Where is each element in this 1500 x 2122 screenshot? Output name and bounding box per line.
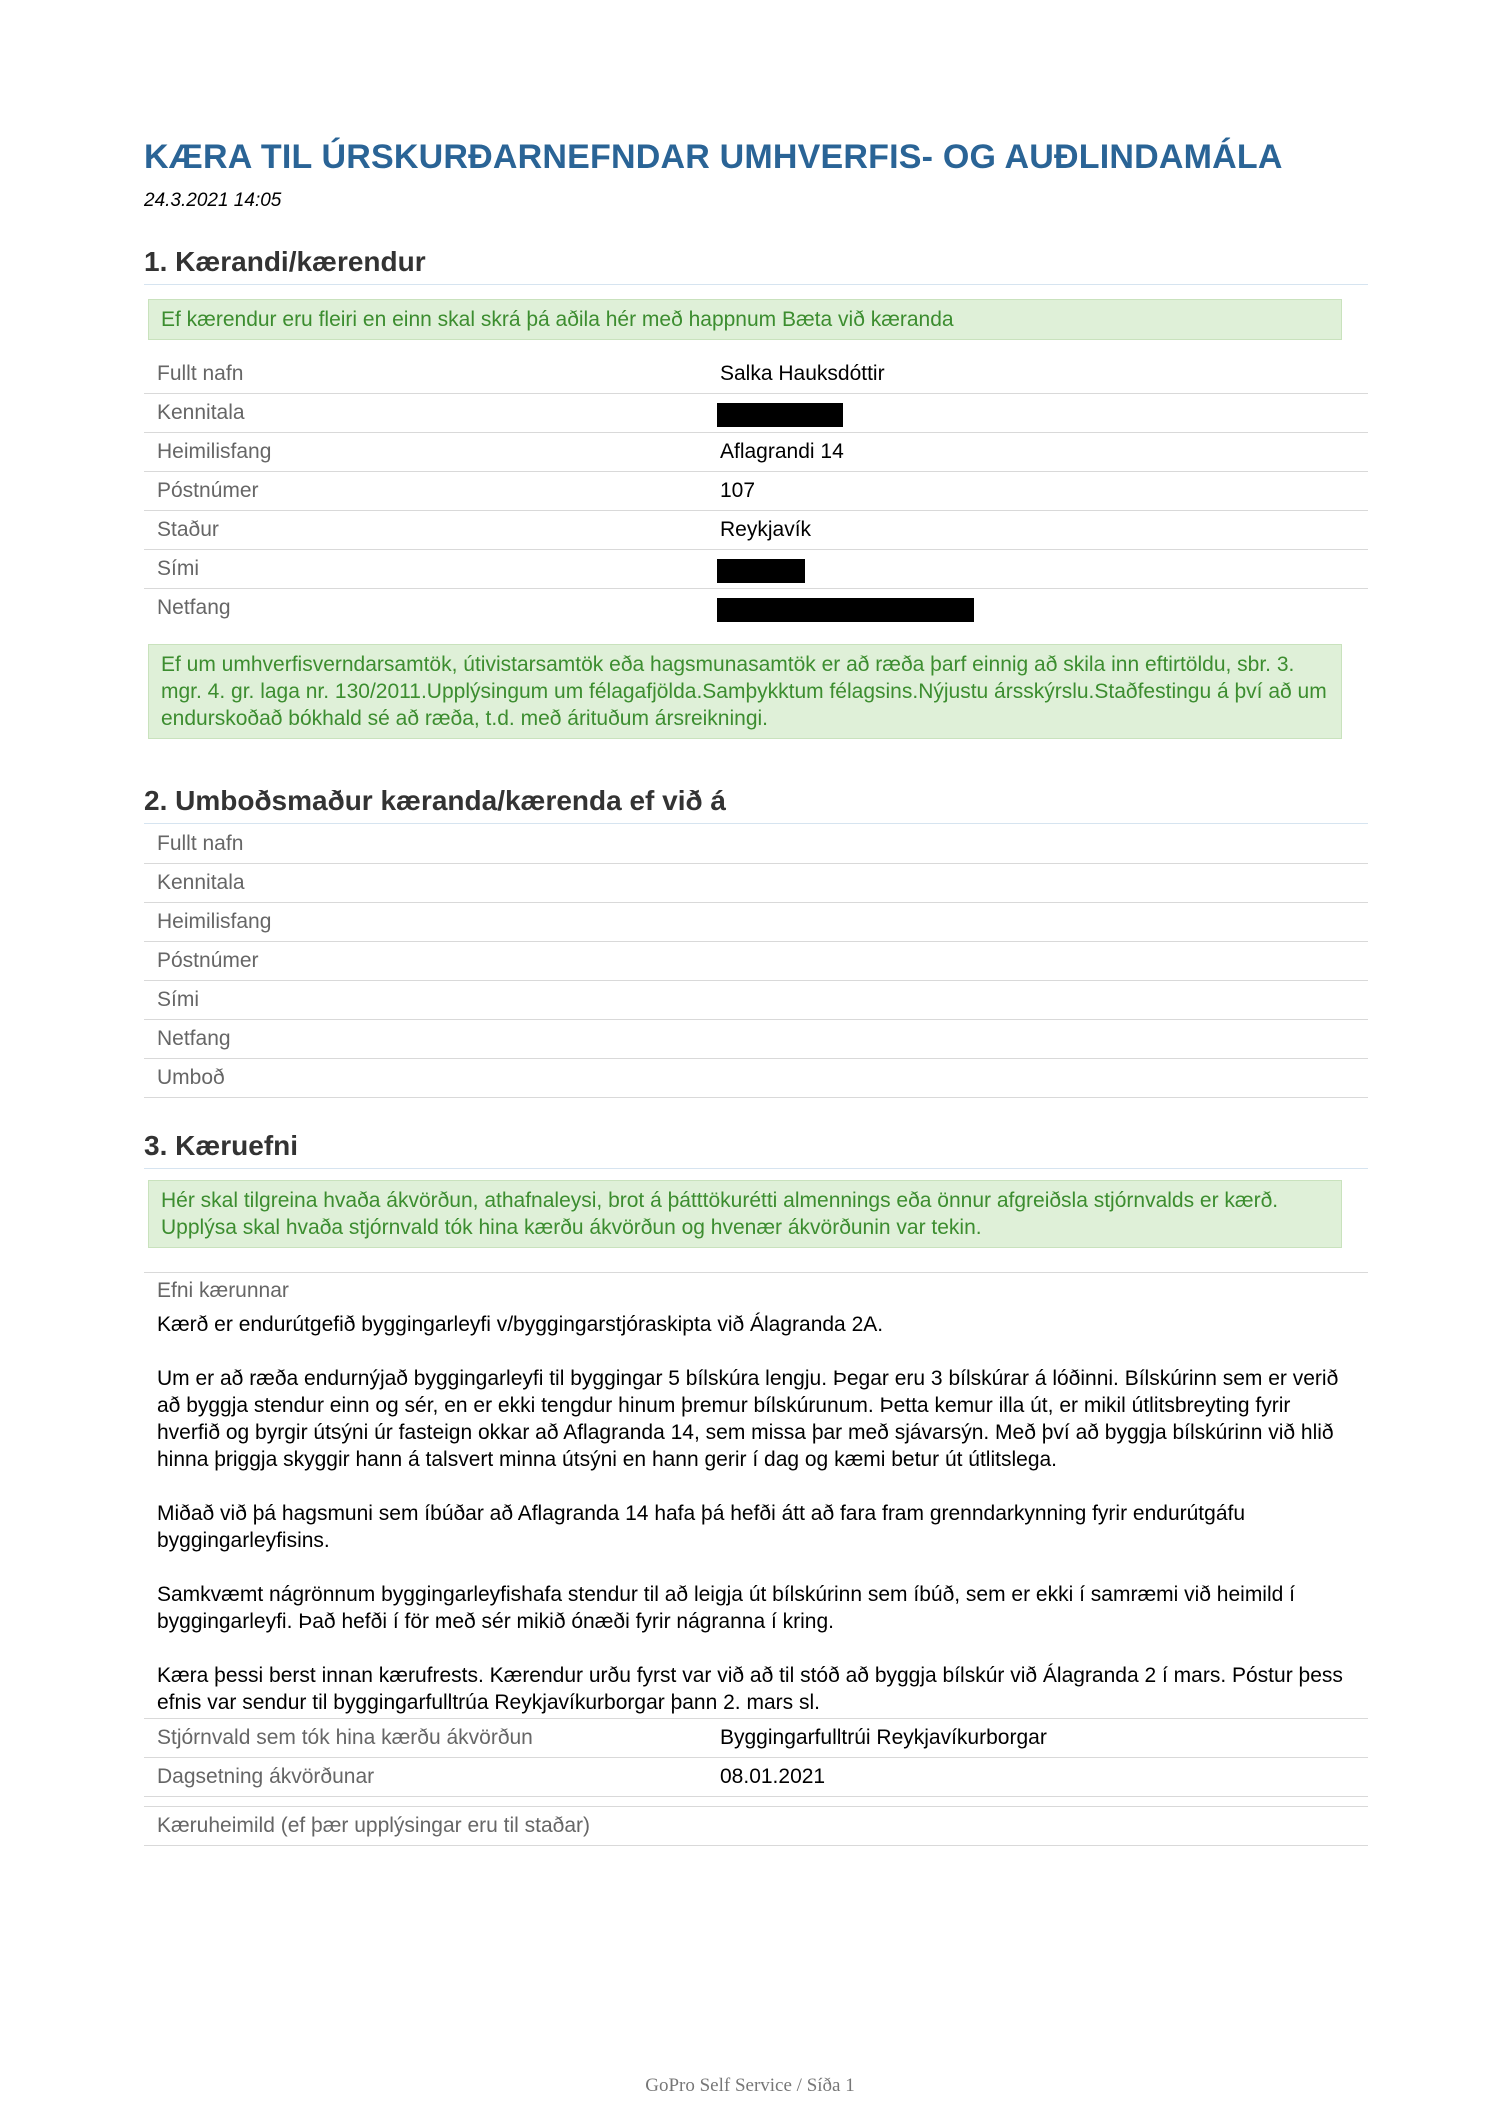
- field-label: Sími: [157, 557, 199, 580]
- field-value: 107: [720, 479, 756, 502]
- field-row-heimilisfang: [144, 903, 1368, 942]
- field-row-stadur: [144, 511, 1368, 550]
- field-row-fullt-nafn: [144, 355, 1368, 394]
- field-label: Stjórnvald sem tók hina kærðu ákvörðun: [157, 1726, 533, 1749]
- field-label: Fullt nafn: [157, 362, 244, 385]
- field-value: Reykjavík: [720, 518, 812, 541]
- efni-paragraph: Um er að ræða endurnýjað byggingarleyfi til byggingar 5 bílskúra lengju. Þegar eru 3 bílskúrar á lóðinni. Bílskúrinn sem er verið að byggja stendur einn og sér, en er ekki tengdur hinum þremur bílskúrunum. Þetta kemur illa út, er mikil útlitsbreyting fyrir hverfið og byrgir útsýni úr fasteign okkar að Aflagranda 14, sem missa þar með sjávarsýn. Með því að byggja bílskúrinn við hlið hinna þriggja skyggir hann á talsvert minna útsýni en hann gerir í dag og kæmi betur út útlitslega.: [157, 1367, 1339, 1471]
- field-label: Kennitala: [157, 871, 245, 894]
- field-label: Fullt nafn: [157, 832, 244, 855]
- field-row-heimilisfang: [144, 433, 1368, 472]
- section-3-fields: [144, 1718, 1368, 1797]
- field-row-netfang: [144, 1020, 1368, 1059]
- field-label: Heimilisfang: [157, 440, 272, 463]
- efni-kaerunnar-text: [157, 1311, 1357, 1716]
- section-1-note-2: Ef um umhverfisverndarsamtök, útivistarsamtök eða hagsmunasamtök er að ræða þarf einnig að skila inn eftirtöldu, sbr. 3. mgr. 4. gr. laga nr. 130/2011.Upplýsingum um félagafjölda.Samþykktum félagsins.Nýjustu ársskýrslu.Staðfestingu á því að um endurskoðað bókhald sé að ræða, t.d. með árituðum ársreikningi.: [148, 644, 1342, 739]
- field-row-simi: [144, 550, 1368, 589]
- section-2-title: 2. Umboðsmaður kæranda/kærenda ef við á: [144, 785, 1368, 824]
- document-title: KÆRA TIL ÚRSKURÐARNEFNDAR UMHVERFIS- OG AUÐLINDAMÁLA: [144, 138, 1283, 176]
- field-row-dagsetning: [144, 1758, 1368, 1797]
- field-label: Staður: [157, 518, 219, 541]
- field-label: Netfang: [157, 1027, 231, 1050]
- field-row-simi: [144, 981, 1368, 1020]
- efni-kaerunnar-block: [144, 1272, 1368, 1719]
- field-row-postnumer: [144, 472, 1368, 511]
- field-row-stjornvald: [144, 1719, 1368, 1758]
- field-row-kaeruheimild: [144, 1807, 1368, 1846]
- field-row-postnumer: [144, 942, 1368, 981]
- redaction-box: [717, 598, 974, 622]
- redaction-box: [717, 559, 805, 583]
- field-value: 08.01.2021: [720, 1765, 826, 1788]
- field-label: Dagsetning ákvörðunar: [157, 1765, 375, 1788]
- redaction-box: [717, 403, 843, 427]
- field-row-netfang: [144, 589, 1368, 627]
- field-label: Sími: [157, 988, 199, 1011]
- field-label: Kæruheimild (ef þær upplýsingar eru til staðar): [157, 1814, 591, 1837]
- document-date: 24.3.2021 14:05: [144, 190, 282, 211]
- efni-paragraph: Miðað við þá hagsmuni sem íbúðar að Aflagranda 14 hafa þá hefði átt að fara fram grenndarkynning fyrir endurútgáfu byggingarleyfisins.: [157, 1502, 1246, 1552]
- kaeruheimild-block: [144, 1806, 1368, 1846]
- field-value: Byggingarfulltrúi Reykjavíkurborgar: [720, 1726, 1047, 1749]
- section-3-title: 3. Kæruefni: [144, 1130, 1368, 1169]
- efni-kaerunnar-label: Efni kærunnar: [157, 1279, 289, 1302]
- field-row-kennitala: [144, 394, 1368, 433]
- field-row-kennitala: [144, 864, 1368, 903]
- efni-paragraph: Samkvæmt nágrönnum byggingarleyfishafa stendur til að leigja út bílskúrinn sem íbúð, sem er ekki í samræmi við heimild í byggingarleyfi. Það hefði í för með sér mikið ónæði fyrir nágranna í kring.: [157, 1583, 1295, 1633]
- field-label: Póstnúmer: [157, 949, 259, 972]
- field-label: Kennitala: [157, 401, 245, 424]
- section-1-note: Ef kærendur eru fleiri en einn skal skrá þá aðila hér með happnum Bæta við kæranda: [148, 299, 1342, 340]
- field-label: Heimilisfang: [157, 910, 272, 933]
- field-value: Salka Hauksdóttir: [720, 362, 885, 385]
- section-1-title: 1. Kærandi/kærendur: [144, 246, 1368, 285]
- section-1-fields: [144, 355, 1368, 627]
- field-label: Póstnúmer: [157, 479, 259, 502]
- efni-paragraph: Kæra þessi berst innan kærufrests. Kærendur urðu fyrst var við að til stóð að byggja bílskúr við Álagranda 2 í mars. Póstur þess efnis var sendur til byggingarfulltrúa Reykjavíkurborgar þann 2. mars sl.: [157, 1664, 1343, 1714]
- efni-paragraph: Kærð er endurútgefið byggingarleyfi v/byggingarstjóraskipta við Álagranda 2A.: [157, 1313, 884, 1336]
- field-row-umbod: [144, 1059, 1368, 1098]
- field-label: Umboð: [157, 1066, 225, 1089]
- page-footer: GoPro Self Service / Síða 1: [645, 2075, 855, 2096]
- field-value: Aflagrandi 14: [720, 440, 844, 463]
- section-2-fields: [144, 825, 1368, 1098]
- field-label: Netfang: [157, 596, 231, 619]
- section-3-note: Hér skal tilgreina hvaða ákvörðun, athafnaleysi, brot á þátttökurétti almennings eða önnur afgreiðsla stjórnvalds er kærð. Upplýsa skal hvaða stjórnvald tók hina kærðu ákvörðun og hvenær ákvörðunin var tekin.: [148, 1180, 1342, 1248]
- field-row-fullt-nafn: [144, 825, 1368, 864]
